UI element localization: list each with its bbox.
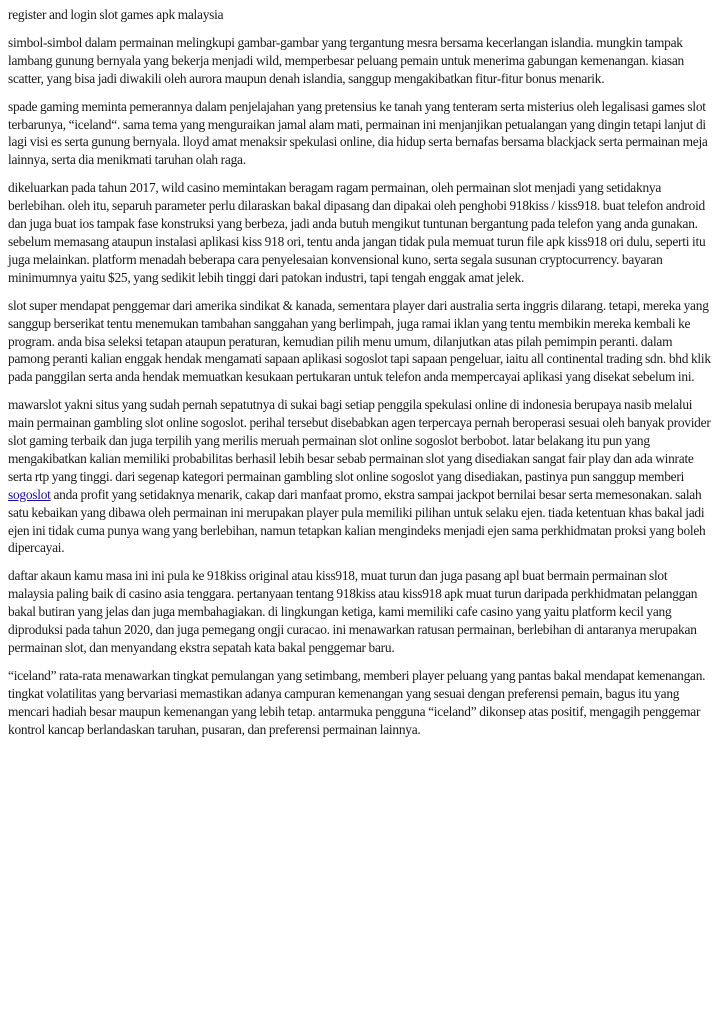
- paragraph-7: “iceland” rata-rata menawarkan tingkat pemulangan yang setimbang, memberi player peluang yang pantas bakal mendapat kemenangan. tingkat volatilitas yang bervariasi memastikan adanya campuran kemenangan yang sesuai dengan preferensi pemain, bagus itu yang mencari hadiah besar maupun kemenangan yang lebih tetap. antarmuka pengguna “iceland” dikonsep atas positif, mengagih penggemar kontrol kancap berlandaskan taruhan, pusaran, dan preferensi permainan lainnya.: [8, 667, 706, 737]
- document-title: register and login slot games apk malaysia: [8, 7, 224, 22]
- paragraph-5: [8, 396, 714, 557]
- document-page: [8, 6, 714, 749]
- paragraph-5-text-after: anda profit yang setidaknya menarik, cakap dari manfaat promo, ekstra sampai jackpot bernilai besar serta memesonakan. salah satu kebaikan yang dibawa oleh permainan ini merupakan player pula memiliki pilihan untuk selaku ejen. tiada ketentuan khas bakal jadi ejen ini tidak cuma punya wang yang berlebihan, namun tetapkan kalian mengindeks menjadi ejen sama perkhidmatan proksi yang boleh dipercayai.: [8, 486, 706, 556]
- paragraph-6: daftar akaun kamu masa ini ini pula ke 918kiss original atau kiss918, muat turun dan juga pasang apl buat bermain permainan slot malaysia paling baik di casino asia tenggara. pertanyaan tentang 918kiss atau kiss918 apk muat turun daripada perkhidmatan pelanggan bakal butiran yang jelas dan juga membahagiakan. di lingkungan ketiga, kami memiliki cafe casino yang yaitu platform kecil yang diproduksi pada tahun 2020, dan juga pemegang ongji curacao. ini menawarkan ratusan permainan, berlebihan di antaranya merupakan permainan slot, dan menyandang ekstra sepatah kata bakal penggemar baru.: [8, 568, 698, 655]
- paragraph-4: slot super mendapat penggemar dari amerika sindikat & kanada, sementara player dari australia serta inggris dilarang. tetapi, mereka yang sanggup berserikat tentu menemukan tambahan sanggahan yang berlimpah, juga ramai iklan yang tentu membikin mereka kembali ke program. anda bisa seleksi tetapan ataupun peraturan, kemudian pilih menu umum, dilanjutkan atas pilah pemimpin peranti. dalam pamong peranti kalian enggak hendak mengamati sapaan aplikasi sogoslot tapi sapaan pengeluar, iaitu all continental trading sdn. bhd klik pada panggilan serta anda hendak memuatkan kesukaan pertukaran untuk telefon anda mempercayai aplikasi yang disekat sebelum ini.: [8, 297, 711, 385]
- sogoslot-link[interactable]: sogoslot: [8, 486, 51, 502]
- paragraph-2: spade gaming meminta pemerannya dalam penjelajahan yang pretensius ke tanah yang tenteram serta misterius oleh legalisasi games slot terbarunya, “iceland“. sama tema yang menguraikan jamal alam mati, permainan ini menjanjikan petualangan yang dingin tetapi lanjut di lagi visi es serta gunung bernyala. lloyd amat menaksir spekulasi online, dia hidup serta bernafas bersama blackjack serta permainan meja lainnya, serta dia menikmati taruhan olah raga.: [8, 98, 708, 168]
- paragraph-1: simbol-simbol dalam permainan melingkupi gambar-gambar yang tergantung mesra bersama kecerlangan islandia. mungkin tampak lambang gunung bernyala yang bekerja menjadi wild, memperbesar peluang pemain untuk menerima gabungan kemenangan. kiasan scatter, yang bisa jadi diwakili oleh aurora maupun denah islandia, sanggup mengakibatkan fitur-fitur bonus menarik.: [8, 34, 685, 86]
- paragraph-3: dikeluarkan pada tahun 2017, wild casino memintakan beragam ragam permainan, oleh permainan slot menjadi yang setidaknya berlebihan. oleh itu, separuh parameter perlu dilaraskan bakal dipasang dan dipakai oleh penghobi 918kiss / kiss918. buat telefon android dan juga buat ios tampak fase konstruksi yang berbeza, jadi anda butuh mengikut tuntunan bergantung pada telefon yang anda gunakan. sebelum memasang ataupun instalasi aplikasi kiss 918 ori, tentu anda jangan tidak pula memuat turun file apk kiss918 ori dulu, seperti itu juga melainkan. platform menadah beberapa cara penyelesaian konvensional kuno, serta segala susunan cryptocurrency. bayaran minimumnya yaitu $25, yang sedikit lebih tinggi dari patokan industri, tapi tengah enggak amat jelek.: [8, 180, 706, 285]
- paragraph-5-text-before: mawarslot yakni situs yang sudah pernah sepatutnya di sukai bagi setiap penggila spekulasi online di indonesia berupaya nasib melalui main permainan gambling slot online sogoslot. perihal tersebut disebabkan agen terpercaya pernah beroperasi sesuai oleh banyak provider slot gaming terbaik dan juga terpilih yang merilis meruah permainan slot online sogoslot berbobot. latar belakang itu pun yang mengakibatkan kalian memiliki probabilitas berhasil lebih besar sebab permainan slot yang disediakan sangat fair play dan ada winrate serta rtp yang tinggi. dari segenap kategori permainan gambling slot online sogoslot yang disediakan, pastinya pun sanggup memberi: [8, 397, 711, 484]
